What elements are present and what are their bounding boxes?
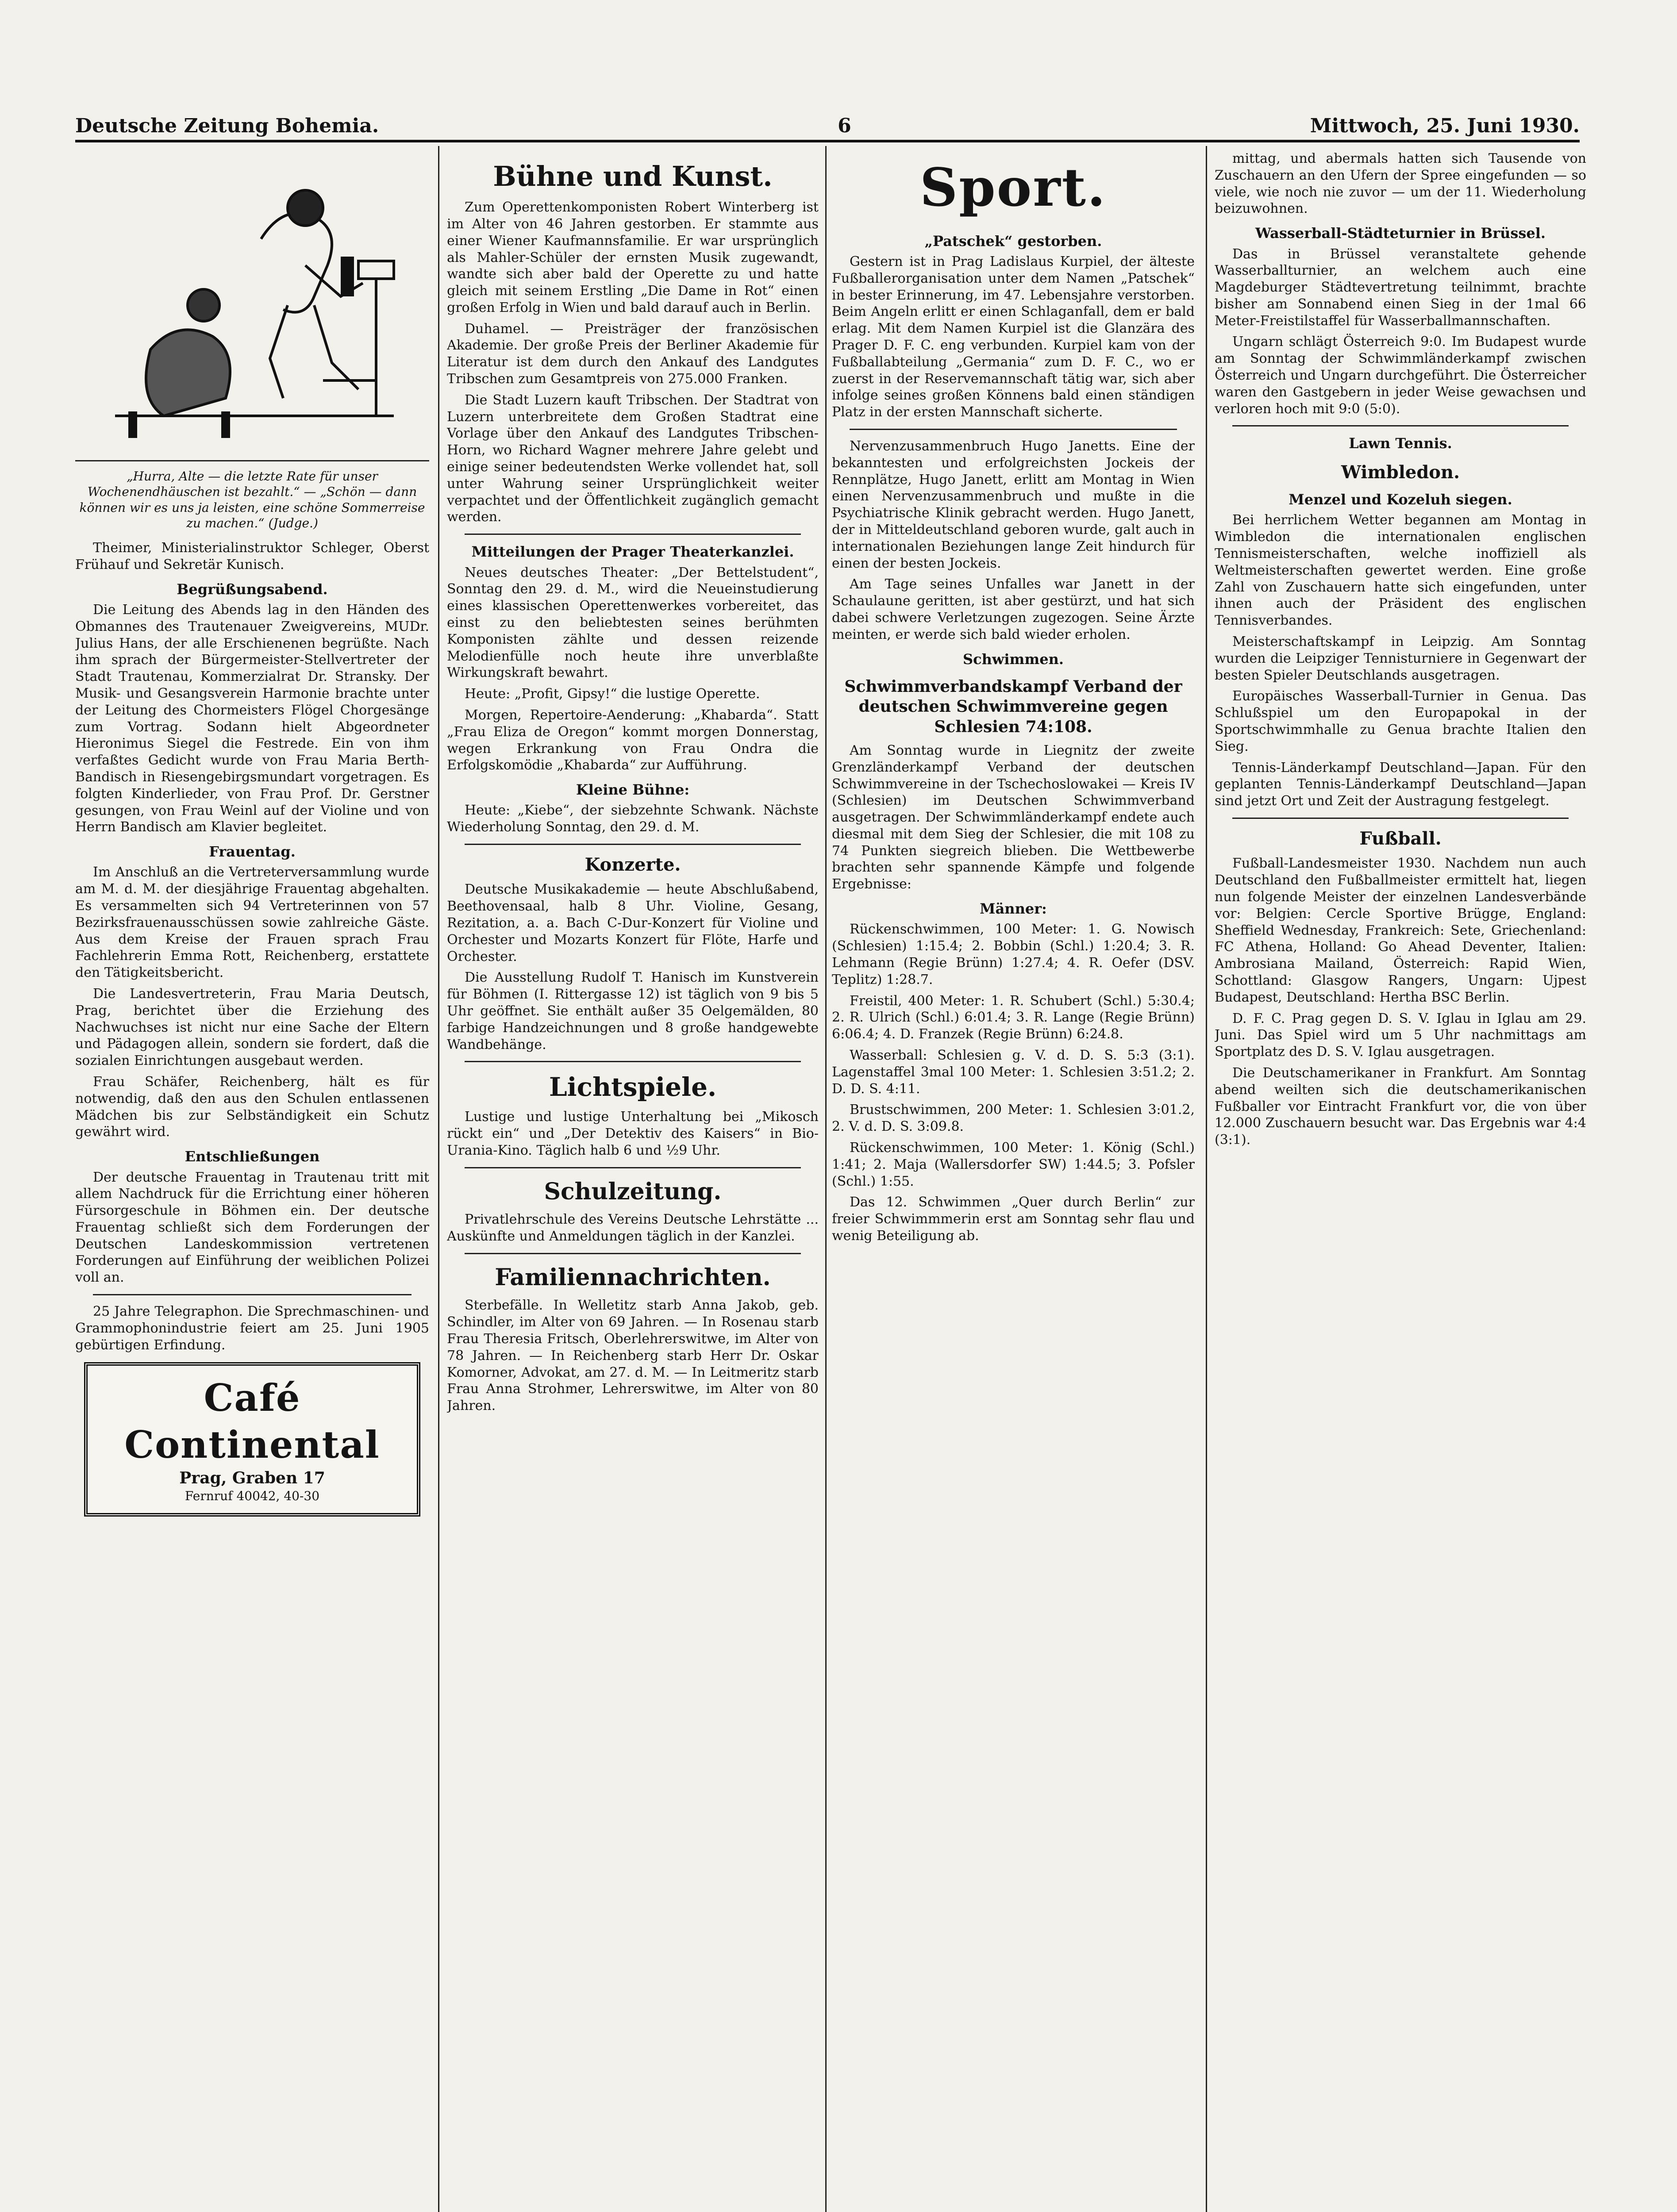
divider [465, 1167, 801, 1168]
paragraph: Zum Operettenkomponisten Robert Winterberg ist im Alter von 46 Jahren gestorben. Er stammte aus einer Wiener Kaufmannsfamilie. Er war ursprünglich als Mahler-Schüler der ernsten Musik zugewandt, wandte sich aber bald der Operette zu und hatte gleich mit seinem Erstling „Die Dame in Rot“ einen großen Erfolg in Wien und bald darauf auch in Berlin. [447, 200, 819, 315]
article-heading: „Patschek“ gestorben. [924, 232, 1102, 250]
section-heading: Frauentag. [209, 843, 296, 860]
ad-phone: Fernruf 40042, 40-30 [185, 1489, 320, 1504]
ad-address: Prag, Graben 17 [179, 1469, 325, 1488]
cartoon-caption: „Hurra, Alte — die letzte Rate für unser Wochenendhäuschen ist bezahlt.“ — „Schön — dann können wir es uns ja leisten, eine schöne Sommerreise zu machen.“ (Judge.) [79, 469, 425, 530]
divider [465, 1253, 801, 1254]
couple-cartoon-icon [75, 150, 429, 460]
paragraph: Das in Brüssel veranstaltete gehende Wasserballturnier, an welchem auch eine Magdeburger Städtevertretung teilnimmt, brachte bisher am Sonnabend einen Sieg in der 1mal 66 Meter-Freistilstaffel für Wasserballmannschaften. [1215, 246, 1586, 329]
paragraph: Sterbefälle. In Welletitz starb Anna Jakob, geb. Schindler, im Alter von 69 Jahren. — In Rosenau starb Frau Theresia Fritsch, Oberlehrerswitwe, im Alter von 78 Jahren. — In Reichenberg starb Herr Dr. Oskar Komorner, Advokat, am 27. d. M. — In Leitmeritz starb Frau Anna Strohmer, Lehrerswitwe, im Alter von 80 Jahren. [447, 1298, 819, 1414]
paragraph: Deutsche Musikakademie — heute Abschlußabend, Beethovensaal, halb 8 Uhr. Violine, Gesang, Rezitation, a. a. Bach C-Dur-Konzert für Violine und Orchester und Mozarts Konzert für Flöte, Harfe und Orchester. [447, 882, 819, 964]
issue-date: Mittwoch, 25. Juni 1930. [1310, 115, 1580, 137]
divider [93, 1294, 412, 1295]
column-rule [1206, 146, 1207, 2212]
paragraph: 25 Jahre Telegraphon. Die Sprechmaschinen- und Grammophonindustrie feiert am 25. Juni 1905 gebürtigen Erfindung. [75, 1304, 429, 1353]
article-heading: Menzel und Kozeluh siegen. [1289, 491, 1512, 508]
section-title-buehne: Bühne und Kunst. [493, 160, 773, 192]
cafe-advertisement [84, 1362, 420, 1516]
paragraph: Die Ausstellung Rudolf T. Hanisch im Kunstverein für Böhmen (I. Rittergasse 12) ist täglich von 9 bis 5 Uhr geöffnet. Sie enthält außer 35 Oelgemälden, 80 farbige Handzeichnungen und 8 große handgewebte Wandbehänge. [447, 970, 819, 1052]
paragraph: Rückenschwimmen, 100 Meter: 1. König (Schl.) 1:41; 2. Maja (Wallersdorfer SW) 1:44.5; 3. Pofsler (Schl.) 1:55. [832, 1140, 1195, 1189]
column-4 [1215, 150, 1586, 2212]
section-title-konzerte: Konzerte. [585, 854, 681, 876]
paragraph: Frau Schäfer, Reichenberg, hält es für notwendig, daß den aus den Schulen entlassenen Mädchen bis zur Selbständigkeit ein Schutz gewährt wird. [75, 1074, 429, 1140]
column-1 [75, 150, 429, 2212]
paragraph: Die Deutschamerikaner in Frankfurt. Am Sonntag abend weilten sich die deutschamerikanischen Fußballer vor Eintracht Frankfurt vor, die von über 12.000 Zuschauern besucht war. Das Ergebnis war 4:4 (3:1). [1215, 1065, 1586, 1148]
page-number: 6 [838, 115, 851, 137]
divider [465, 534, 801, 535]
paragraph: Heute: „Profit, Gipsy!“ die lustige Operette. [465, 686, 760, 702]
paragraph: Das 12. Schwimmen „Quer durch Berlin“ zur freier Schwimmmerin erst am Sonntag sehr flau und wenig Beteiligung ab. [832, 1194, 1195, 1244]
section-title-fussball: Fußball. [1359, 828, 1442, 849]
section-heading: Wasserball-Städteturnier in Brüssel. [1255, 225, 1546, 242]
section-heading: Männer: [980, 900, 1047, 918]
paragraph: Tennis-Länderkampf Deutschland—Japan. Für den geplanten Tennis-Länderkampf Deutschland—Japan sind jetzt Ort und Zeit der Austragung festgelegt. [1215, 760, 1586, 809]
paragraph: Rückenschwimmen, 100 Meter: 1. G. Nowisch (Schlesien) 1:15.4; 2. Bobbin (Schl.) 1:20.4; 3. R. Lehmann (Regie Brünn) 1:27.4; 4. R. Oefer (DSV. Teplitz) 1:28.7. [832, 922, 1195, 987]
column-rule [438, 146, 439, 2212]
paragraph: Meisterschaftskampf in Leipzig. Am Sonntag wurden die Leipziger Tennisturniere in Gegenwart der besten Spieler Deutschlands ausgetragen. [1215, 634, 1586, 683]
section-heading: Mitteilungen der Prager Theaterkanzlei. [471, 543, 794, 561]
paragraph: Privatlehrschule des Vereins Deutsche Lehrstätte ... Auskünfte und Anmeldungen täglich in der Kanzlei. [447, 1212, 819, 1244]
paragraph: Ungarn schlägt Österreich 9:0. Im Budapest wurde am Sonntag der Schwimmländerkampf zwischen Österreich und Ungarn durchgeführt. Die Österreicher waren den Gastgebern in jeder Weise gewachsen und verloren hoch mit 9:0 (5:0). [1215, 334, 1586, 417]
paragraph: Am Tage seines Unfalles war Janett in der Schaulaune geritten, ist aber gestürzt, und hat sich dabei schwere Verletzungen zugezogen. Seine Ärzte meinten, er werde sich bald wieder erholen. [832, 576, 1195, 642]
section-title-wimbledon: Wimbledon. [1341, 461, 1460, 483]
divider [1232, 818, 1569, 819]
paragraph: Wasserball: Schlesien g. V. d. D. S. 5:3 (3:1). Lagenstaffel 3mal 100 Meter: 1. Schlesien 3:51.2; 2. D. D. S. 4:11. [832, 1047, 1195, 1097]
paragraph: Am Sonntag wurde in Liegnitz der zweite Grenzländerkampf Verband der deutschen Schwimmvereine in der Tschechoslowakei — Kreis IV (Schlesien) im Deutschen Schwimmverband ausgetragen. Der Schwimmländerkampf endete auch diesmal mit dem Sieg der Schlesier, die mit 108 zu 74 Punkten siegreich blieben. Die Wettbewerbe brachten sehr spannende Kämpfe und folgende Ergebnisse: [832, 742, 1195, 892]
paragraph: Nervenzusammenbruch Hugo Janetts. Eine der bekanntesten und erfolgreichsten Jockeis der Rennplätze, Hugo Janett, erlitt am Montag in Wien einen Nervenzusammenbruch und mußte in die Psychiatrische Klinik gebracht werden. Hugo Janett, der in Mitteldeutschland geboren wurde, galt auch in internationalen Beziehungen lange Zeit hindurch für einen der besten Jockeis. [832, 438, 1195, 571]
paragraph: Neues deutsches Theater: „Der Bettelstudent“, Sonntag den 29. d. M., wird die Neueinstudierung eines klassischen Operettenwerkes vorbereitet, das einst zu den beliebtesten seines berühmten Komponisten zählte und dessen reizende Melodienfülle noch heute ihre unverblaßte Wirkungskraft bewahrt. [447, 565, 819, 681]
cartoon-illustration [75, 150, 429, 461]
paragraph: Duhamel. — Preisträger der französischen Akademie. Der große Preis der Berliner Akademie für Literatur ist dem durch den Ankauf des Landgutes Tribschen zum Gesamtpreis von 275.000 Franken. [447, 321, 819, 387]
column-rule [825, 146, 827, 2212]
paragraph: Fußball-Landesmeister 1930. Nachdem nun auch Deutschland den Fußballmeister ermittelt hat, liegen nun folgende Meister der einzelnen Landesverbände vor: Belgien: Cercle Sportive Brügge, England: Sheffield Wednesday, Frankreich: Sete, Griechenland: FC Athena, Holland: Go Ahead Deventer, Italien: Ambrosiana Mailand, Österreich: Rapid Wien, Schottland: Glasgow Rangers, Ungarn: Ujpest Budapest, Deutschland: Hertha BSC Berlin. [1215, 856, 1586, 1005]
paragraph: Europäisches Wasserball-Turnier in Genua. Das Schlußspiel um den Europapokal in der Sportschwimmhalle zu Genua brachte Italien den Sieg. [1215, 688, 1586, 754]
section-heading: Lawn Tennis. [1349, 435, 1452, 452]
section-heading: Entschließungen [185, 1148, 320, 1165]
paragraph: Gestern ist in Prag Ladislaus Kurpiel, der älteste Fußballerorganisation unter dem Namen „Patschek“ in bester Erinnerung, im 47. Lebensjahre verstorben. Beim Angeln erlitt er einen Schlaganfall, dem er bald erlag. Mit dem Namen Kurpiel ist die Glanzära des Prager D. F. C. eng verbunden. Kurpiel kam von der Fußballabteilung „Germania“ zum D. F. C., wo er zuerst in der Reservemannschaft tätig war, sich aber infolge seines großen Könnens bald einen ständigen Platz in der ersten Mannschaft sicherte. [832, 253, 1195, 420]
divider [850, 429, 1177, 430]
newspaper-name: Deutsche Zeitung Bohemia. [75, 115, 379, 137]
paragraph: Freistil, 400 Meter: 1. R. Schubert (Schl.) 5:30.4; 2. R. Ulrich (Schl.) 6:01.4; 3. R. Lange (Regie Brünn) 6:06.4; 4. D. Franzek (Regie Brünn) 6:24.8. [832, 993, 1195, 1042]
paragraph: Lustige und lustige Unterhaltung bei „Mikosch rückt ein“ und „Der Detektiv des Kaisers“ in Bio-Urania-Kino. Täglich halb 6 und ½9 Uhr. [447, 1109, 819, 1159]
paragraph: Die Leitung des Abends lag in den Händen des Obmannes des Trautenauer Zweigvereins, MUDr. Julius Hans, der alle Erschienenen begrüßte. Nach ihm sprach der Bürgermeister-Stellvertreter der Stadt Trautenau, Kommerzialrat Dr. Stransky. Der Musik- und Gesangsverein Harmonie brachte unter der Leitung des Chormeisters Flögel Chorgesänge zum Vortrag. Sodann hielt Abgeordneter Hieronimus Siegel die Festrede. Ein von ihm verfaßtes Gedicht wurde von Frau Maria Berth-Bandisch in Riesengebirgsmundart vorgetragen. Es folgten Kinderlieder, von Frau Prof. Dr. Gerstner gesungen, von Frau Weinl auf der Violine und von Herrn Bandisch am Klavier begleitet. [75, 602, 429, 835]
paragraph: mittag, und abermals hatten sich Tausende von Zuschauern an den Ufern der Spree eingefunden — so viele, wie noch nie zuvor — um der 11. Wiederholung beizuwohnen. [1215, 151, 1586, 217]
section-title-lichtspiele: Lichtspiele. [549, 1072, 717, 1102]
paragraph: Heute: „Kiebe“, der siebzehnte Schwank. Nächste Wiederholung Sonntag, den 29. d. M. [447, 803, 819, 835]
paragraph: Die Stadt Luzern kauft Tribschen. Der Stadtrat von Luzern unterbreitete dem Großen Stadtrat eine Vorlage über den Ankauf des Landgutes Tribschen-Horn, wo Richard Wagner mehrere Jahre gelebt und einige seiner bedeutendsten Werke vollendet hat, soll unter Wahrung seiner Ursprünglichkeit weiter verpachtet und der Öffentlichkeit zugänglich gemacht werden. [447, 392, 819, 525]
paragraph: D. F. C. Prag gegen D. S. V. Iglau in Iglau am 29. Juni. Das Spiel wird um 5 Uhr nachmittags am Sportplatz des D. S. V. Iglau ausgetragen. [1215, 1010, 1586, 1060]
paragraph: Der deutsche Frauentag in Trautenau tritt mit allem Nachdruck für die Errichtung einer höheren Fürsorgeschule in Böhmen ein. Der deutsche Frauentag schließt sich dem Forderungen der Deutschen Landeskommission vertretenen Forderungen auf Einführung der weiblichen Polizei voll an. [75, 1169, 429, 1286]
section-title-familie: Familiennachrichten. [495, 1263, 771, 1291]
column-2 [447, 150, 819, 2212]
section-heading: Schwimmen. [962, 650, 1064, 668]
paragraph: Bei herrlichem Wetter begannen am Montag in Wimbledon die internationalen englischen Tennismeisterschaften, welche inoffiziell als Weltmeisterschaften gewertet werden. Eine große Zahl von Zuschauern hatte sich eingefunden, unter ihnen auch der Präsident des englischen Tennisverbandes. [1215, 512, 1586, 629]
divider [465, 1061, 801, 1062]
section-heading: Begrüßungsabend. [177, 580, 328, 598]
divider [1232, 425, 1569, 426]
divider [465, 844, 801, 845]
section-heading: Kleine Bühne: [576, 781, 690, 799]
section-title-schulzeitung: Schulzeitung. [544, 1178, 722, 1205]
article-heading: Schwimmverbandskampf Verband der deutschen Schwimmvereine gegen Schlesien 74:108. [844, 677, 1182, 736]
paragraph: Die Landesvertreterin, Frau Maria Deutsch, Prag, berichtet über die Erziehung des Nachwuchses ist nicht nur eine Sache der Eltern und Pädagogen allein, sondern sie fordert, daß die sozialen Einrichtungen ausgebaut werden. [75, 986, 429, 1069]
paragraph: Morgen, Repertoire-Aenderung: „Khabarda“. Statt „Frau Eliza de Oregon“ kommt morgen Donnerstag, wegen Erkrankung von Frau Ondra die Erfolgskomödie „Khabarda“ zur Aufführung. [447, 707, 819, 773]
page-header [75, 106, 1580, 142]
paragraph: Theimer, Ministerialinstruktor Schleger, Oberst Frühauf und Sekretär Kunisch. [75, 540, 429, 572]
section-title-sport: Sport. [919, 157, 1107, 218]
paragraph: Brustschwimmen, 200 Meter: 1. Schlesien 3:01.2, 2. V. d. D. S. 3:09.8. [832, 1102, 1195, 1135]
column-3 [832, 150, 1195, 2212]
paragraph: Im Anschluß an die Vertreterversammlung wurde am M. d. M. der diesjährige Frauentag abgehalten. Es versammelten sich 94 Vertreterinnen von 57 Bezirksfrauenausschüssen sowie zahlreiche Gäste. Aus dem Kreise der Frauen sprach Frau Fachlehrerin Emma Rott, Reichenberg, erstattete den Tätigkeitsbericht. [75, 864, 429, 981]
ad-name: Café Continental [124, 1376, 380, 1467]
